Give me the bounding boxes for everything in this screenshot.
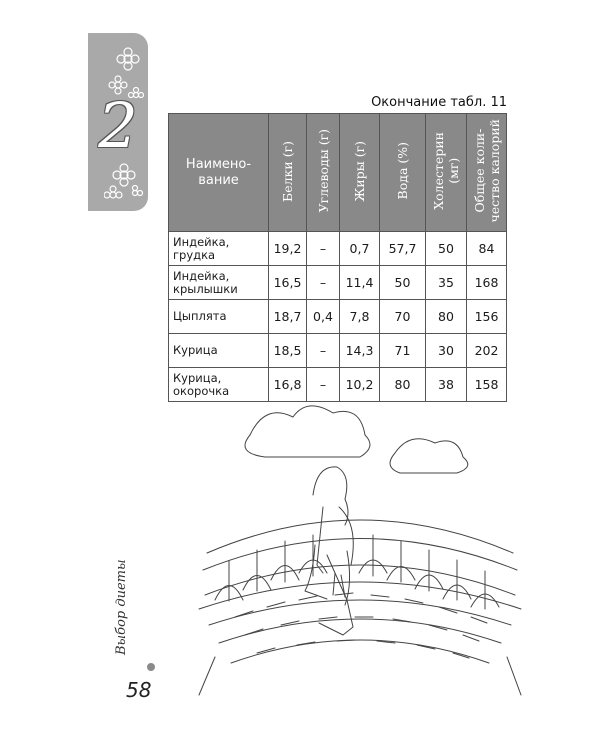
bridge-girl-illustration [195,395,525,700]
cell-carbs: – [307,266,340,300]
cell-water: 71 [380,334,426,368]
cell-carbs: 0,4 [307,300,340,334]
cell-cholesterol: 30 [426,334,467,368]
cell-cholesterol: 50 [426,232,467,266]
cell-name: Курица [169,334,269,368]
flower-decoration-icon [104,161,144,205]
cell-calories: 202 [467,334,507,368]
running-title: Выбор диеты [114,559,129,655]
cell-fat: 14,3 [340,334,380,368]
cell-name: Индейка, крылышки [169,266,269,300]
cell-calories: 156 [467,300,507,334]
cell-calories: 168 [467,266,507,300]
page-number: 58 [126,678,152,702]
table-row [169,266,507,300]
cell-calories: 84 [467,232,507,266]
cell-fat: 0,7 [340,232,380,266]
cell-name: Цыплята [169,300,269,334]
chapter-number: 2 [98,89,138,162]
cell-water: 50 [380,266,426,300]
table-row [169,334,507,368]
cell-fat: 10,2 [340,368,380,402]
cell-carbs: – [307,368,340,402]
header-name: Наимено- вание [169,114,269,232]
header-cholesterol: Холестерин (мг) [426,114,467,232]
header-calories: Общее коли- чество калорий [467,114,507,232]
cell-carbs: – [307,334,340,368]
cell-fat: 7,8 [340,300,380,334]
cell-water: 57,7 [380,232,426,266]
cell-protein: 18,7 [269,300,307,334]
cell-calories: 158 [467,368,507,402]
header-water: Вода (%) [380,114,426,232]
header-fat: Жиры (г) [340,114,380,232]
table-header-row [169,114,507,232]
cell-water: 70 [380,300,426,334]
cell-protein: 16,5 [269,266,307,300]
header-protein: Белки (г) [269,114,307,232]
cell-cholesterol: 80 [426,300,467,334]
cell-water: 80 [380,368,426,402]
cell-protein: 18,5 [269,334,307,368]
cell-protein: 16,8 [269,368,307,402]
table-row [169,300,507,334]
cell-name: Курица, окорочка [169,368,269,402]
cell-name: Индейка, грудка [169,232,269,266]
bullet-dot-icon [147,663,155,671]
table-row [169,232,507,266]
table-caption: Окончание табл. 11 [371,95,507,110]
nutrition-table [168,113,507,402]
cell-carbs: – [307,232,340,266]
cell-cholesterol: 35 [426,266,467,300]
cell-protein: 19,2 [269,232,307,266]
cell-fat: 11,4 [340,266,380,300]
cell-cholesterol: 38 [426,368,467,402]
header-carbs: Углеводы (г) [307,114,340,232]
chapter-tab [88,33,148,211]
